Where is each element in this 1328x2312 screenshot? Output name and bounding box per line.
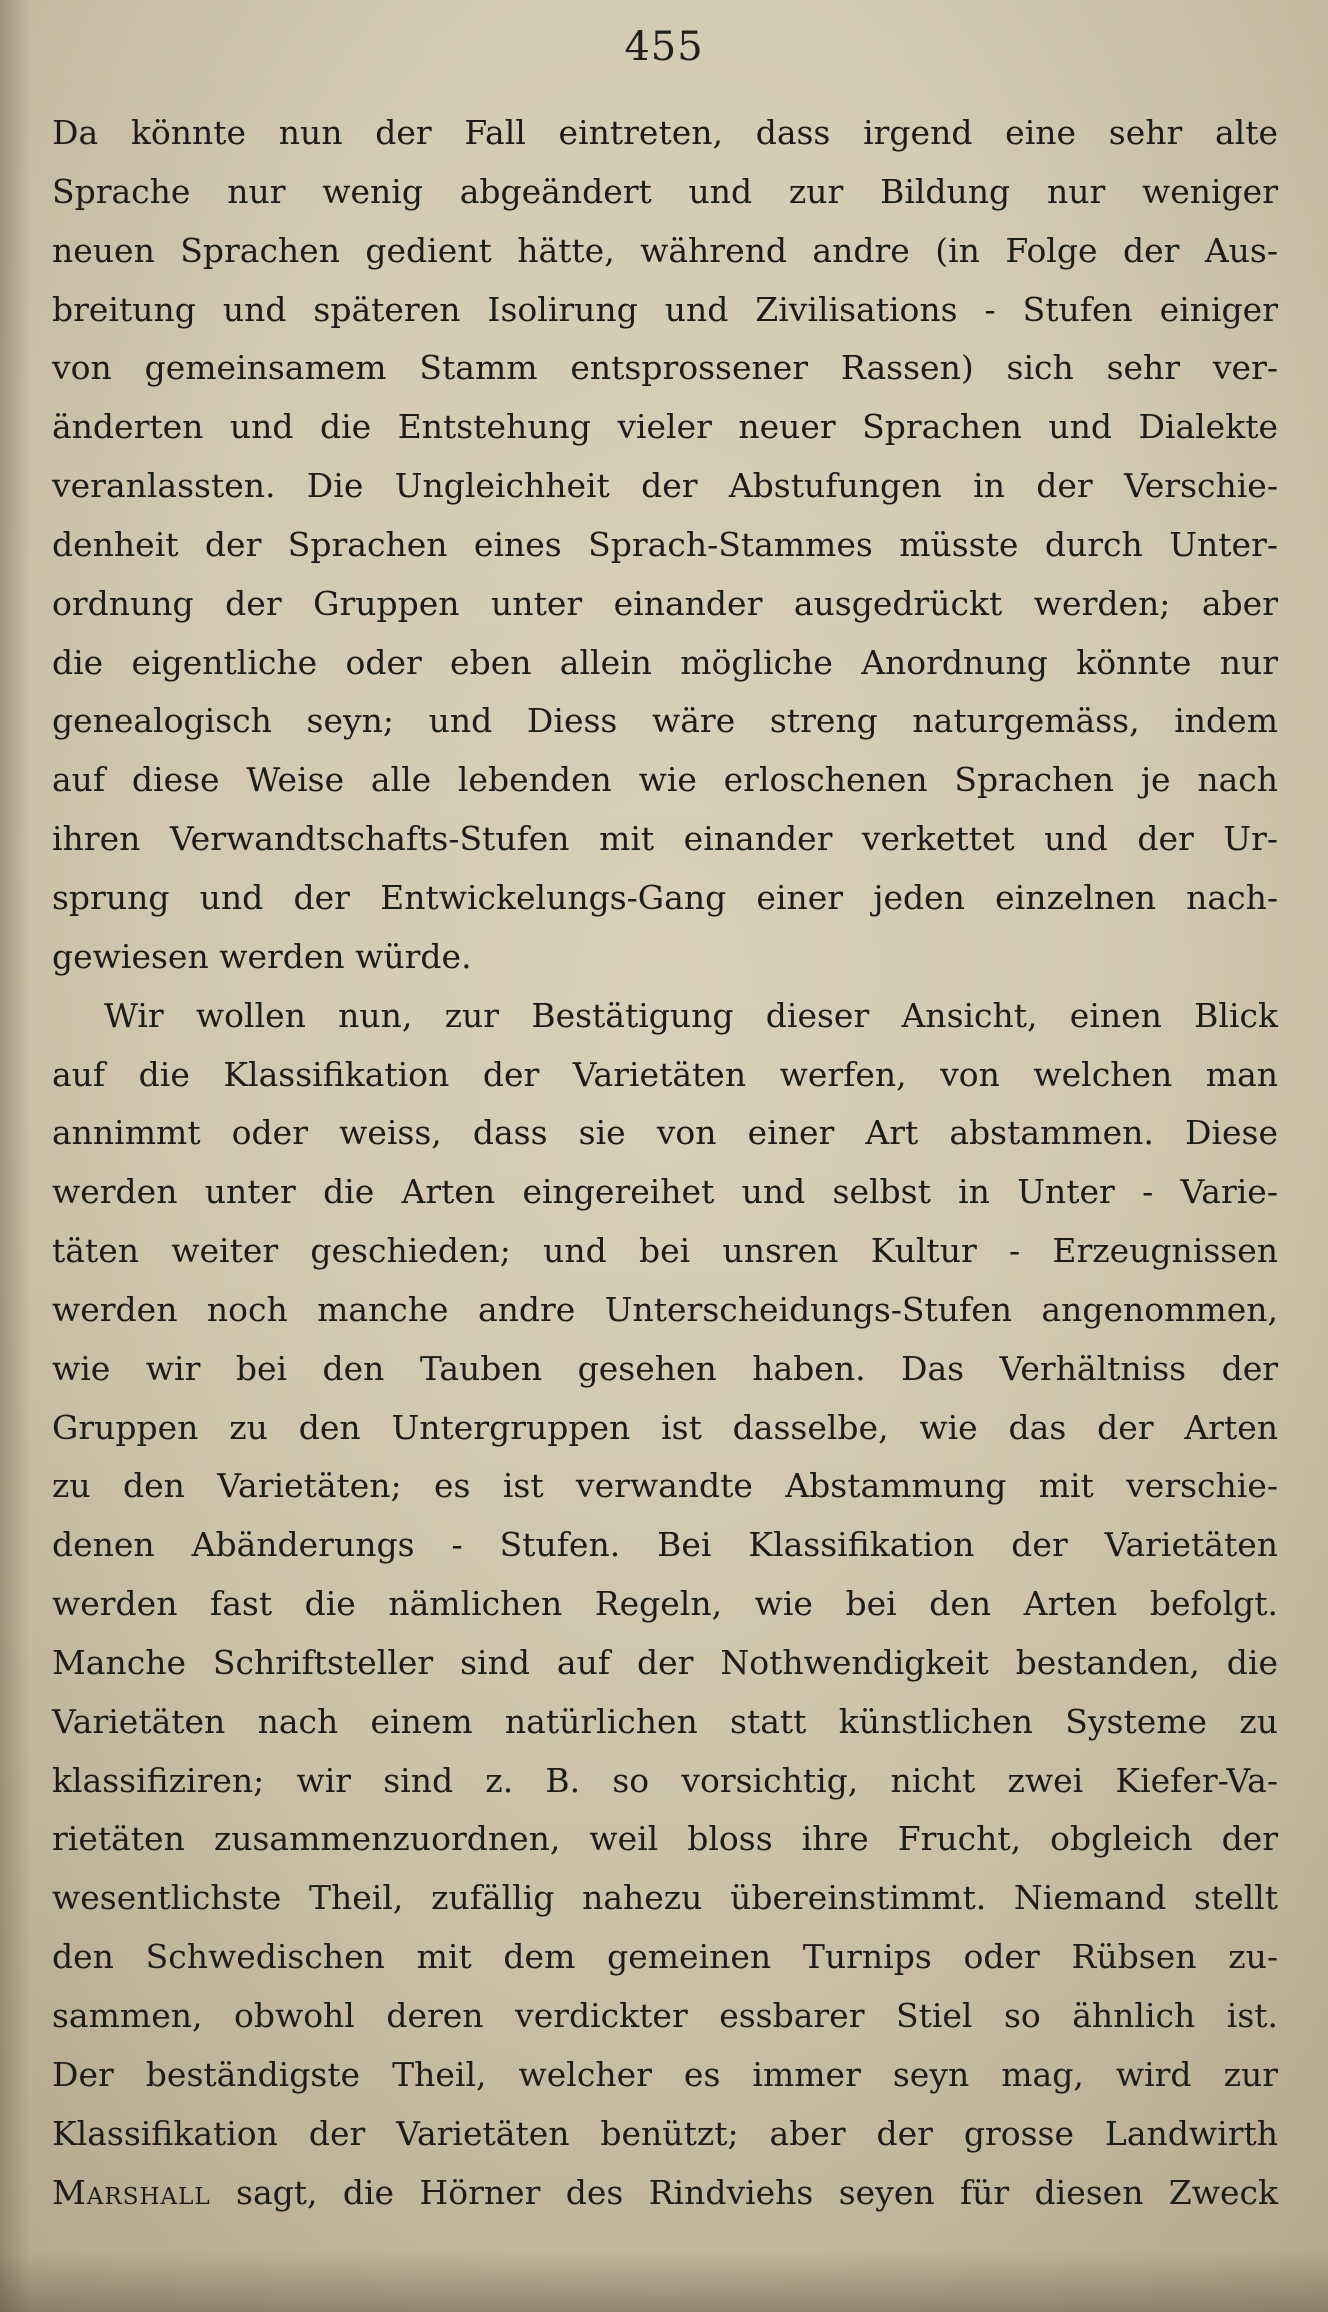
text-line: ihren Verwandtschafts-Stufen mit einander verkettet und der Ur- [52,819,1278,859]
text-line: wesentlichste Theil, zufällig nahezu übereinstimmt. Niemand stellt [52,1878,1278,1918]
text-line: änderten und die Entstehung vieler neuer Sprachen und Dialekte [52,407,1278,447]
author-name-marshall: Marshall [52,2172,211,2212]
page-body-text [52,104,1278,2222]
text-line: genealogisch seyn; und Diess wäre streng naturgemäss, indem [52,701,1278,741]
text-line: werden unter die Arten eingereihet und selbst in Unter - Varie- [52,1172,1278,1212]
text-line: Der beständigste Theil, welcher es immer seyn mag, wird zur [52,2054,1278,2094]
text-line: wie wir bei den Tauben gesehen haben. Das Verhältniss der [52,1348,1278,1388]
bottom-shadow [0,2252,1328,2312]
text-line: von gemeinsamem Stamm entsprossener Rassen) sich sehr ver- [52,348,1278,388]
text-line: denen Abänderungs - Stufen. Bei Klassifikation der Varietäten [52,1525,1278,1565]
text-line-paragraph-end: gewiesen werden würde. [52,936,472,976]
text-line: Sprache nur wenig abgeändert und zur Bildung nur weniger [52,171,1278,211]
text-line: veranlassten. Die Ungleichheit der Abstufungen in der Verschie- [52,466,1278,506]
text-line: werden fast die nämlichen Regeln, wie bei den Arten befolgt. [52,1584,1278,1624]
text-line: Varietäten nach einem natürlichen statt künstlichen Systeme zu [52,1701,1278,1741]
text-line: werden noch manche andre Unterscheidungs-Stufen angenommen, [52,1289,1278,1329]
text-line: zu den Varietäten; es ist verwandte Abstammung mit verschie- [52,1466,1278,1506]
text-line: den Schwedischen mit dem gemeinen Turnips oder Rübsen zu- [52,1937,1278,1977]
text-line: Gruppen zu den Untergruppen ist dasselbe, wie das der Arten [52,1407,1278,1447]
text-line: auf diese Weise alle lebenden wie erloschenen Sprachen je nach [52,760,1278,800]
text-line: täten weiter geschieden; und bei unsren Kultur - Erzeugnissen [52,1231,1278,1271]
spine-shadow [0,0,30,2312]
text-line: Manche Schriftsteller sind auf der Nothwendigkeit bestanden, die [52,1642,1278,1682]
text-line: annimmt oder weiss, dass sie von einer Art abstammen. Diese [52,1113,1278,1153]
text-line: sprung und der Entwickelungs-Gang einer jeden einzelnen nach- [52,877,1278,917]
text-line: die eigentliche oder eben allein mögliche Anordnung könnte nur [52,642,1278,682]
text-line: rietäten zusammenzuordnen, weil bloss ihre Frucht, obgleich der [52,1819,1278,1859]
page-number: 455 [624,24,704,70]
text-line-rest: sagt, die Hörner des Rindviehs seyen für diesen Zweck [210,2172,1278,2212]
text-line: ordnung der Gruppen unter einander ausgedrückt werden; aber [52,583,1278,623]
text-line: Klassifikation der Varietäten benützt; aber der grosse Landwirth [52,2113,1278,2153]
text-line-paragraph-start: Wir wollen nun, zur Bestätigung dieser Ansicht, einen Blick [104,995,1278,1035]
text-line: Da könnte nun der Fall eintreten, dass irgend eine sehr alte [52,113,1278,152]
text-line: denheit der Sprachen eines Sprach-Stammes müsste durch Unter- [52,524,1278,564]
text-line: auf die Klassifikation der Varietäten werfen, von welchen man [52,1054,1278,1094]
text-line: breitung und späteren Isolirung und Zivilisations - Stufen einiger [52,289,1278,329]
text-line: sammen, obwohl deren verdickter essbarer Stiel so ähnlich ist. [52,1996,1278,2035]
text-line: neuen Sprachen gedient hätte, während andre (in Folge der Aus- [52,230,1278,270]
text-line-last [52,2164,1278,2223]
text-line: klassifiziren; wir sind z. B. so vorsichtig, nicht zwei Kiefer-Va- [52,1760,1278,1800]
